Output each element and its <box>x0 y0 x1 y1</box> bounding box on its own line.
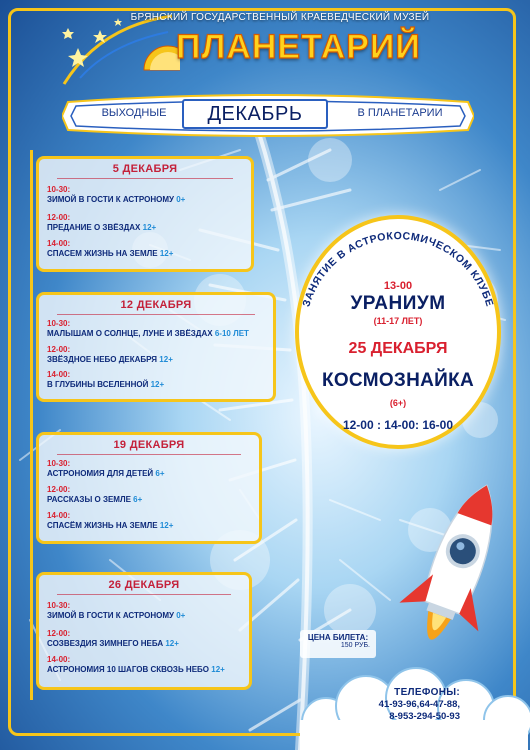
event <box>47 319 249 339</box>
phone-line-2: 8-953-294-50-93 <box>389 711 460 722</box>
event-age: 6+ <box>133 495 143 504</box>
event <box>47 370 164 390</box>
event <box>47 213 156 233</box>
rocket-illustration <box>392 470 520 680</box>
event-title-line <box>47 355 173 365</box>
event-title: АСТРОНОМИЯ 10 ШАГОВ СКВОЗЬ НЕБО <box>47 665 210 674</box>
price-value: 150 РУБ. <box>340 642 370 649</box>
event-time: 10-30: <box>47 459 71 468</box>
event <box>47 185 185 205</box>
date-underline <box>57 178 233 179</box>
event-title-line <box>47 249 173 259</box>
event-title: АСТРОНОМИЯ ДЛЯ ДЕТЕЙ <box>47 469 154 478</box>
event-time: 14-00: <box>47 655 71 664</box>
event-age: 12+ <box>211 665 225 674</box>
event <box>47 655 225 675</box>
event-title-line <box>47 495 142 505</box>
event-time: 14-00: <box>47 370 71 379</box>
event-title-line <box>47 329 249 339</box>
event-age: 6-10 ЛЕТ <box>214 329 249 338</box>
club-age-1: (11-17 ЛЕТ) <box>373 316 423 326</box>
banner-month: ДЕКАБРЬ <box>182 99 328 129</box>
event-title-line <box>47 469 165 479</box>
event-title: В ГЛУБИНЫ ВСЕЛЕННОЙ <box>47 380 149 389</box>
planetarium-title: ПЛАНЕТАРИЙ <box>176 28 421 66</box>
event-title-line <box>47 665 225 675</box>
day-card <box>36 156 254 272</box>
date-underline <box>57 594 231 595</box>
event-age: 0+ <box>176 195 186 204</box>
event-age: 12+ <box>165 639 179 648</box>
day-date: 19 ДЕКАБРЯ <box>113 439 185 451</box>
event-age: 12+ <box>159 521 174 530</box>
event <box>47 239 173 259</box>
event-age: 12+ <box>159 249 174 258</box>
club-heading: ЗАНЯТИЕ В АСТРОКОСМИЧЕСКОМ КЛУБЕ <box>300 230 496 309</box>
event <box>47 511 173 531</box>
event-title-line <box>47 223 156 233</box>
phones-label: ТЕЛЕФОНЫ: <box>394 687 460 698</box>
event-time: 14-00: <box>47 239 71 248</box>
club-name-1: УРАНИУМ <box>350 293 446 314</box>
event-title-line <box>47 639 179 649</box>
banner-in-planetarium: В ПЛАНЕТАРИИ <box>357 107 443 119</box>
event <box>47 485 142 505</box>
event-time: 10-30: <box>47 319 71 328</box>
ticket-price <box>300 630 376 658</box>
event-title: ЗИМОЙ В ГОСТИ К АСТРОНОМУ <box>47 611 174 620</box>
price-label: ЦЕНА БИЛЕТА: <box>307 633 369 642</box>
event-title: ЗВЁЗДНОЕ НЕБО ДЕКАБРЯ <box>47 355 158 364</box>
event-time: 14-00: <box>47 511 71 520</box>
event-title: РАССКАЗЫ О ЗЕМЛЕ <box>47 495 131 504</box>
event <box>47 629 179 649</box>
event-title-line <box>47 380 164 390</box>
day-date: 5 ДЕКАБРЯ <box>112 163 178 175</box>
club-date-2: 25 ДЕКАБРЯ <box>348 340 448 357</box>
event-age: 12+ <box>142 223 157 232</box>
club-times-2: 12-00 : 14-00: 16-00 <box>342 418 454 432</box>
day-date: 26 ДЕКАБРЯ <box>108 579 180 591</box>
event-age: 12+ <box>150 380 165 389</box>
phone-line-1: 41-93-96,64-47-88, <box>378 699 460 710</box>
event-time: 12-00: <box>47 629 71 638</box>
left-connector-line <box>30 150 33 700</box>
event-time: 12-00: <box>47 345 71 354</box>
event-title: СПАСЁМ ЖИЗНЬ НА ЗЕМЛЕ <box>47 521 158 530</box>
day-card <box>36 292 276 402</box>
event-title: СПАСЕМ ЖИЗНЬ НА ЗЕМЛЕ <box>47 249 158 258</box>
event-title-line <box>47 611 185 621</box>
event-title-line <box>47 521 173 531</box>
club-age-2: (6+) <box>389 398 407 408</box>
club-time-1: 13-00 <box>383 280 413 292</box>
event <box>47 459 165 479</box>
day-date: 12 ДЕКАБРЯ <box>120 299 192 311</box>
date-underline <box>57 454 241 455</box>
event-time: 10-30: <box>47 601 71 610</box>
event-time: 10-30: <box>47 185 71 194</box>
phones-block <box>350 687 460 723</box>
event-title: ПРЕДАНИЕ О ЗВЁЗДАХ <box>47 223 141 232</box>
day-card <box>36 432 262 544</box>
event <box>47 601 185 621</box>
event-title: МАЛЫШАМ О СОЛНЦЕ, ЛУНЕ И ЗВЁЗДАХ <box>47 329 213 338</box>
event-age: 12+ <box>159 355 173 364</box>
event <box>47 345 173 365</box>
banner-weekends: ВЫХОДНЫЕ <box>101 107 167 119</box>
date-underline <box>57 314 255 315</box>
day-card <box>36 572 252 690</box>
event-time: 12-00: <box>47 485 71 494</box>
event-time: 12-00: <box>47 213 71 222</box>
event-title: ЗИМОЙ В ГОСТИ К АСТРОНОМУ <box>47 195 174 204</box>
museum-name: БРЯНСКИЙ ГОСУДАРСТВЕННЫЙ КРАЕВЕДЧЕСКИЙ МУЗЕЙ <box>130 12 430 23</box>
event-age: 6+ <box>155 469 165 478</box>
event-title: СОЗВЕЗДИЯ ЗИМНЕГО НЕБА <box>47 639 164 648</box>
event-title-line <box>47 195 185 205</box>
club-name-2: КОСМОЗНАЙКА <box>321 370 475 391</box>
event-age: 0+ <box>176 611 186 620</box>
